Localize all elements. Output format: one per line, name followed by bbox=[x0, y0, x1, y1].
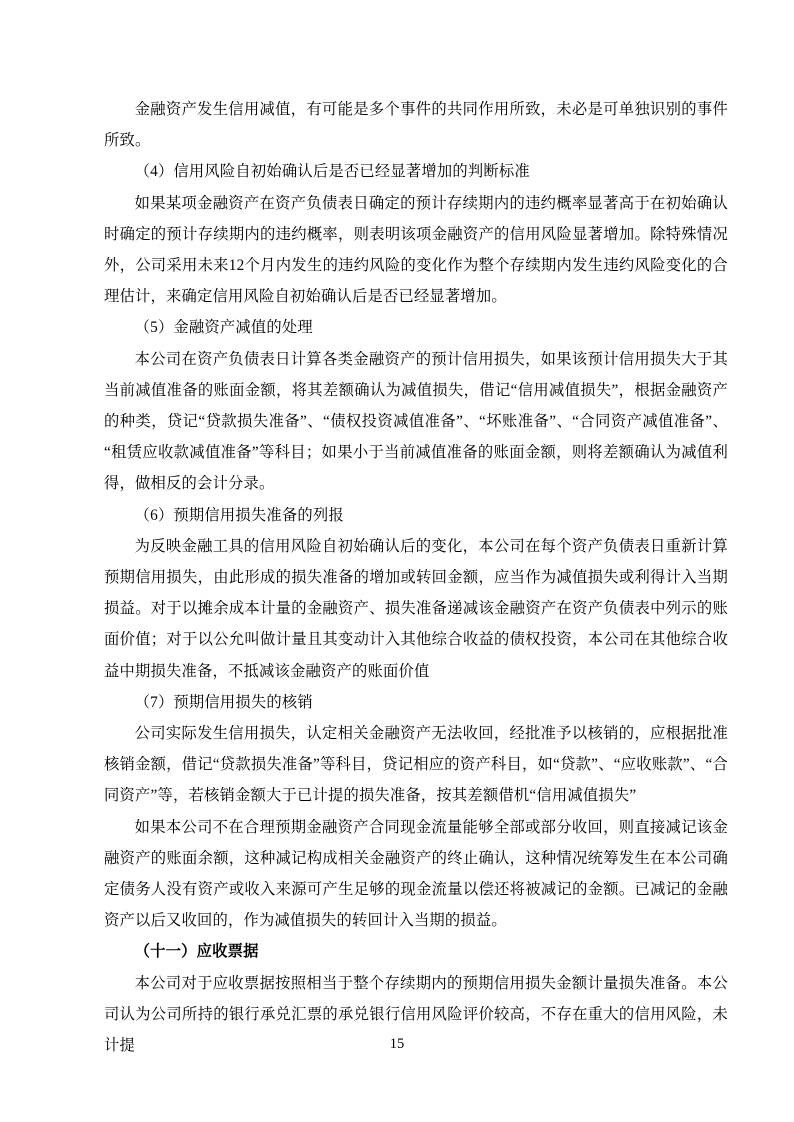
paragraph: 本公司在资产负债表日计算各类金融资产的预计信用损失，如果该预计信用损失大于其当前减值准备的账面金额，将其差额确认为减值损失，借记“信用减值损失”，根据金融资产的种类，贷记“贷款损失准备”、“债权投资减值准备”、“坏账准备”、“合同资产减值准备”、“租赁应收款减值准备”等科目；如果小于当前减值准备的账面金额，则将差额确认为减值利得，做相反的会计分录。 bbox=[104, 350, 728, 493]
paragraph: （5）金融资产减值的处理 bbox=[134, 319, 313, 337]
paragraph: 公司实际发生信用损失，认定相关金融资产无法收回，经批准予以核销的，应根据批准核销金额，借记“贷款损失准备”等科目，贷记相应的资产科目，如“贷款”、“应收账款”、“合同资产”等，若核销金额大于已计提的损失准备，按其差额借机“信用减值损失” bbox=[104, 725, 728, 805]
paragraph: 如果某项金融资产在资产负债表日确定的预计存续期内的违约概率显著高于在初始确认时确定的预计存续期内的违约概率，则表明该项金融资产的信用风险显著增加。除特殊情况外，公司采用未来12个月内发生的违约风险的变化作为整个存续期内发生违约风险变化的合理估计，来确定信用风险自初始确认后是否已经显著增加。 bbox=[104, 194, 728, 306]
paragraph: 金融资产发生信用减值，有可能是多个事件的共同作用所致，未必是可单独识别的事件所致。 bbox=[104, 101, 728, 150]
paragraph: （4）信用风险自初始确认后是否已经显著增加的判断标准 bbox=[134, 163, 530, 181]
paragraph: 如果本公司不在合理预期金融资产合同现金流量能够全部或部分收回，则直接减记该金融资产的账面余额，这种减记构成相关金融资产的终止确认，这种情况统筹发生在本公司确定债务人没有资产或收入来源可产生足够的现金流量以偿还将被减记的金额。已减记的金融资产以后又收回的，作为减值损失的转回计入当期的损益。 bbox=[104, 818, 728, 930]
paragraph: （6）预期信用损失准备的列报 bbox=[134, 506, 344, 524]
document-body bbox=[104, 94, 728, 1061]
page-number: 15 bbox=[389, 1036, 405, 1052]
section-heading: （十一）应收票据 bbox=[134, 943, 259, 961]
paragraph: 为反映金融工具的信用风险自初始确认后的变化，本公司在每个资产负债表日重新计算预期信用损失，由此形成的损失准备的增加或转回金额，应当作为减值损失或利得计入当期损益。对于以摊余成本计量的金融资产、损失准备递减该金融资产在资产负债表中列示的账面价值；对于以公允叫做计量且其变动计入其他综合收益的债权投资，本公司在其他综合收益中期损失准备，不抵减该金融资产的账面价值 bbox=[104, 537, 728, 680]
paragraph: （7）预期信用损失的核销 bbox=[134, 693, 313, 711]
paragraph: 本公司对于应收票据按照相当于整个存续期内的预期信用损失金额计量损失准备。本公司认为公司所持的银行承兑汇票的承兑银行信用风险评价较高，不存在重大的信用风险，未计提 bbox=[104, 974, 728, 1055]
